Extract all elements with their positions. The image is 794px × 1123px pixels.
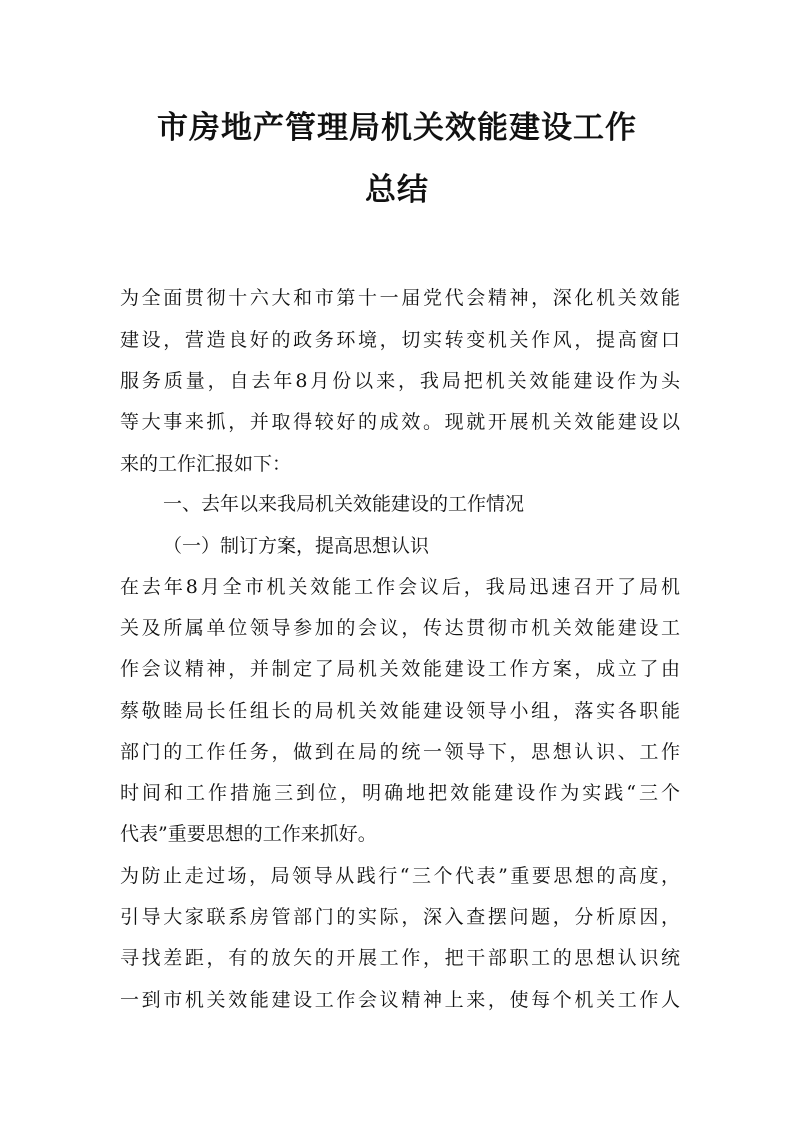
- paragraph-line: 服务质量，自去年8月份以来，我局把机关效能建设作为头: [120, 370, 680, 392]
- paragraph-line: 引导大家联系房管部门的实际，深入查摆问题，分析原因，: [120, 906, 680, 928]
- paragraph-line: 蔡敬睦局长任组长的局机关效能建设领导小组，落实各职能: [120, 700, 680, 722]
- paragraph-line: 等大事来抓，并取得较好的成效。现就开展机关效能建设以: [120, 411, 680, 433]
- document-title-line1: 市房地产管理局机关效能建设工作: [157, 110, 637, 146]
- paragraph-line: 来的工作汇报如下：: [120, 453, 292, 475]
- document-title-line2: 总结: [365, 172, 429, 208]
- paragraph-line: 代表”重要思想的工作来抓好。: [120, 823, 377, 845]
- paragraph-line: 建设，营造良好的政务环境，切实转变机关作风，提高窗口: [120, 329, 680, 351]
- paragraph-line: 时间和工作措施三到位，明确地把效能建设作为实践“三个: [120, 782, 680, 804]
- paragraph-line: 寻找差距，有的放矢的开展工作，把干部职工的思想认识统: [120, 947, 680, 969]
- subsection-heading: （一）制订方案，提高思想认识: [163, 535, 430, 557]
- paragraph-line: 关及所属单位领导参加的会议，传达贯彻市机关效能建设工: [120, 617, 680, 639]
- paragraph-line: 为防止走过场，局领导从践行“三个代表”重要思想的高度，: [120, 865, 680, 887]
- paragraph-line: 为全面贯彻十六大和市第十一届党代会精神，深化机关效能: [120, 287, 680, 309]
- paragraph-line: 作会议精神，并制定了局机关效能建设工作方案，成立了由: [120, 658, 680, 680]
- section-heading: 一、去年以来我局机关效能建设的工作情况: [163, 493, 525, 515]
- paragraph-line: 一到市机关效能建设工作会议精神上来，使每个机关工作人: [120, 989, 680, 1011]
- paragraph-line: 部门的工作任务，做到在局的统一领导下，思想认识、工作: [120, 741, 680, 763]
- paragraph-line: 在去年8月全市机关效能工作会议后，我局迅速召开了局机: [120, 576, 680, 598]
